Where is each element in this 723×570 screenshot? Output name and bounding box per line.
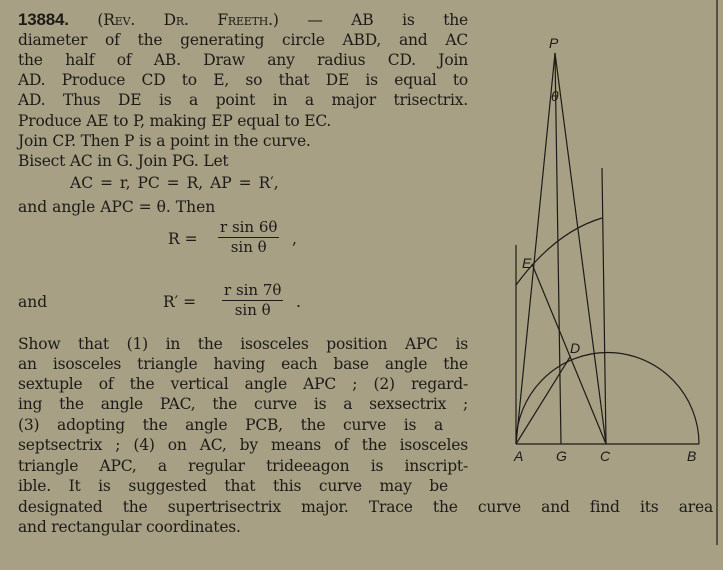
eq2-lhs: R′ = (163, 293, 197, 311)
label-E: E (522, 255, 532, 271)
text-line: — AB is the (307, 11, 468, 29)
text-line: an isosceles triangle having each base angle the (18, 355, 468, 373)
problem-number: 13884. (18, 10, 69, 29)
text-line: and rectangular coordinates. (18, 518, 241, 536)
text-line: the half of AB. Draw any radius CD. Join (18, 51, 468, 69)
text-line: (3) adopting the angle PCB, the curve is a (18, 416, 443, 434)
text-line: septsectrix ; (4) on AC, by means of the isosceles (18, 436, 468, 454)
label-G: G (556, 448, 567, 464)
text-line: Join CP. Then P is a point in the curve. (18, 132, 311, 150)
text-line: Show that (1) in the isosceles position APC is (18, 335, 468, 353)
text-line: triangle APC, a regular trideeagon is inscript- (18, 457, 468, 475)
eq1-tail: , (292, 230, 297, 248)
eq1-numerator: r sin 6θ (220, 218, 278, 236)
text-line: Bisect AC in G. Join PG. Let (18, 152, 229, 170)
semicircle-ABD (516, 353, 699, 445)
line-GP (555, 53, 561, 444)
angle-line: and angle APC = θ. Then (18, 198, 216, 216)
label-A: A (514, 448, 524, 464)
problem-author: (Rev. Dr. Freeth.) (97, 11, 279, 29)
text-line: designated the supertrisectrix major. Trace the curve and find its area (18, 498, 713, 516)
label-D: D (570, 340, 581, 356)
label-C: C (600, 448, 611, 464)
label-theta: θ (551, 88, 559, 104)
text-line: diameter of the generating circle ABD, and AC (18, 31, 468, 49)
eq2-denominator: sin θ (234, 301, 271, 319)
eq2-tail: . (296, 293, 301, 311)
eq1-denominator: sin θ (230, 238, 267, 256)
text-line: AD. Produce CD to E, so that DE is equal to (18, 71, 468, 89)
label-B: B (687, 448, 697, 464)
line-CP (555, 53, 606, 444)
text-line: Produce AE to P, making EP equal to EC. (18, 112, 332, 130)
vertical-at-C (602, 168, 606, 444)
label-P: P (549, 35, 559, 51)
definitions: AC = r, PC = R, AP = R′, (70, 174, 279, 192)
text-line: ing the angle PAC, the curve is a sexsectrix ; (18, 395, 468, 413)
eq2-prefix: and (18, 293, 48, 311)
eq2-numerator: r sin 7θ (224, 281, 282, 299)
line-CE (532, 264, 606, 444)
text-line: AD. Thus DE is a point in a major trisectrix. (18, 91, 468, 109)
text-line: ible. It is suggested that this curve may be (18, 477, 448, 495)
line-AD (516, 357, 570, 444)
text-line: sextuple of the vertical angle APC ; (2) regard- (18, 375, 468, 393)
eq1-lhs: R = (168, 230, 198, 248)
